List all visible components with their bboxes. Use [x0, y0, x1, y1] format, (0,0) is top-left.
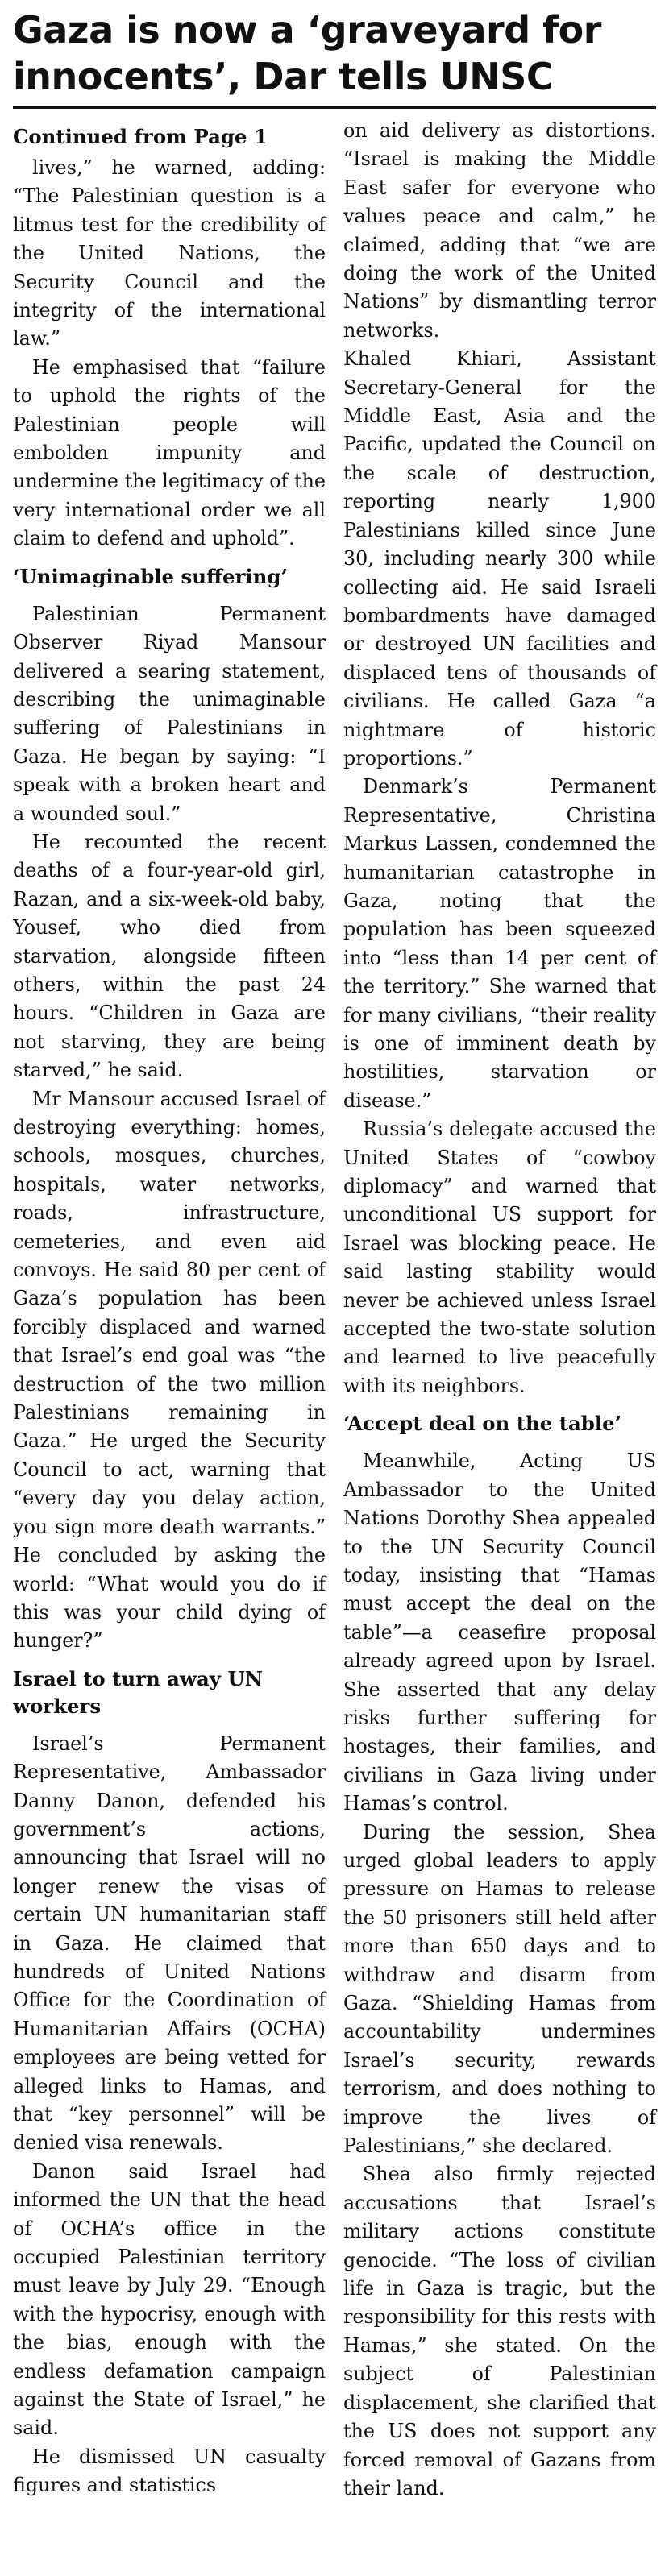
section-subheading: Israel to turn away UN workers: [13, 1666, 264, 1718]
article-paragraph: During the session, Shea urged global leaders to apply pressure on Hamas to release the 50 prisoners still held after more than 650 days and to withdraw and disarm from Gaza. “Shielding Hamas from accountability undermines Israel’s security, rewards terrorism, and does nothing to improve the lives of Palestinians,” she declared.: [343, 1820, 656, 2158]
article-headline: Gaza is now a ‘graveyard for innocents’, Dar tells UNSC: [13, 8, 601, 98]
article-paragraph: Israel’s Permanent Representative, Ambassador Danny Danon, defended his government’s actions, announcing that Israel will no longer renew the visas of certain UN humanitarian staff in Gaza. He claimed that hundreds of United Nations Office for the Coordination of Humanitarian Affairs (OCHA) employees are being vetted for alleged links to Hamas, and that “key personnel” will be denied visa renewals.: [13, 1732, 326, 2155]
article-paragraph: Mr Mansour accused Israel of destroying everything: homes, schools, mosques, churches, hospitals, water networks, roads, infrastructure, cemeteries, and even aid convoys. He said 80 per cent of Gaza’s population has been forcibly displaced and warned that Israel’s end goal was “the destruction of the two million Palestinians remaining in Gaza.” He urged the Security Council to act, warning that “every day you delay action, you sign more death warrants.” He concluded by asking the world: “What would you do if this was your child dying of hunger?”: [13, 1087, 326, 1653]
article-paragraph: Danon said Israel had informed the UN that the head of OCHA’s office in the occupied Palestinian territory must leave by July 29. “Enough with the hypocrisy, enough with the bias, enough with the endless defamation campaign against the State of Israel,” he said.: [13, 2159, 326, 2440]
section-subheading: Continued from Page 1: [13, 125, 268, 148]
article-paragraph: He emphasised that “failure to uphold the rights of the Palestinian people will embolden impunity and undermine the legitimacy of the very international order we all claim to defend and uphold”.: [13, 355, 326, 550]
section-subheading: ‘Unimaginable suffering’: [13, 564, 288, 588]
article-paragraph: Russia’s delegate accused the United States of “cowboy diplomacy” and warned that unconditional US support for Israel was blocking peace. He said lasting stability would never be achieved unless Israel accepted the two-state solution and learned to live peacefully with its neighbors.: [343, 1118, 656, 1397]
article-paragraph: He recounted the recent deaths of a four-year-old girl, Razan, and a six-week-old baby, Yousef, who died from starvation, alongside fifteen others, within the past 24 hours. “Children in Gaza are not starving, they are being starved,” he said.: [13, 830, 326, 1082]
article-paragraph: He dismissed UN casualty figures and statistics: [13, 2445, 326, 2497]
left-column: [13, 117, 326, 2503]
article-paragraph: Khaled Khiari, Assistant Secretary-General for the Middle East, Asia and the Pacific, updated the Council on the scale of destruction, reporting nearly 1,900 Palestinians killed since June 30, including nearly 300 while collecting aid. He said Israeli bombardments have damaged or destroyed UN facilities and displaced tens of thousands of civilians. He called Gaza “a nightmare of historic proportions.”: [343, 347, 656, 769]
article-paragraph: Meanwhile, Acting US Ambassador to the United Nations Dorothy Shea appealed to the UN Security Council today, insisting that “Hamas must accept the deal on the table”—a ceasefire proposal already agreed upon by Israel. She asserted that any delay risks further suffering for hostages, their families, and civilians in Gaza living under Hamas’s control.: [343, 1450, 656, 1815]
article-paragraph: Shea also firmly rejected accusations that Israel’s military actions constitute genocide. “The loss of civilian life in Gaza is tragic, but the responsibility for this rests with Hamas,” she stated. On the subject of Palestinian displacement, she clarified that the US does not support any forced removal of Gazans from their land.: [343, 2163, 656, 2499]
right-column: [343, 117, 656, 2503]
article-paragraph: Denmark’s Permanent Representative, Christina Markus Lassen, condemned the humanitarian catastrophe in Gaza, noting that the population has been squeezed into “less than 14 per cent of the territory.” She warned that for many civilians, “their reality is one of imminent death by hostilities, starvation or disease.”: [343, 775, 656, 1112]
section-subheading: ‘Accept deal on the table’: [343, 1412, 622, 1436]
article-paragraph: lives,” he warned, adding: “The Palestinian question is a litmus test for the credibility of the United Nations, the Security Council and the integrity of the international law.”: [13, 156, 326, 351]
article-body: [13, 117, 656, 2503]
news-page: [0, 6, 669, 2576]
article-paragraph: on aid delivery as distortions. “Israel is making the Middle East safer for everyone who values peace and calm,” he claimed, adding that “we are doing the work of the United Nations” by dismantling terror networks.: [343, 119, 656, 342]
headline-divider: [13, 106, 656, 109]
article-paragraph: Palestinian Permanent Observer Riyad Mansour delivered a searing statement, describing the unimaginable suffering of Palestinians in Gaza. He began by saying: “I speak with a broken heart and a wounded soul.”: [13, 602, 326, 825]
